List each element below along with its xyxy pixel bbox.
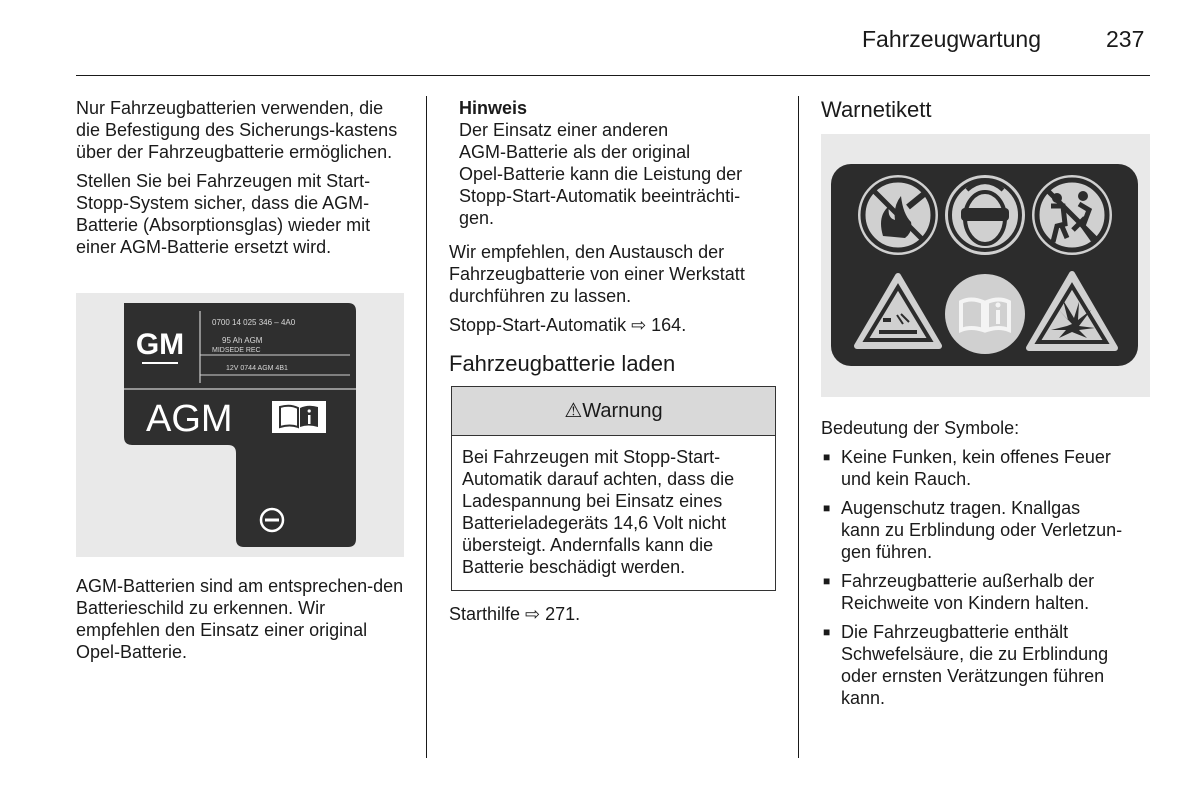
label-fine-print-3: MIDSEDE REC bbox=[212, 347, 261, 354]
reference-stopp-start[interactable]: Stopp-Start-Automatik ⇨ 164. bbox=[449, 315, 687, 335]
list-item bbox=[821, 497, 1150, 563]
note-line-4: Stopp-Start-Automatik beeinträchti- bbox=[459, 186, 741, 206]
list-item bbox=[821, 570, 1150, 614]
list-item-line: und kein Rauch. bbox=[841, 469, 972, 489]
eye-protection-icon bbox=[945, 175, 1025, 255]
list-item-line: Schwefelsäure, die zu Erblindung bbox=[841, 644, 1109, 664]
list-item bbox=[821, 621, 1150, 709]
warning-body bbox=[452, 436, 775, 578]
column-3 bbox=[821, 417, 1150, 716]
label-fine-print-1: 0700 14 025 346 – 4A0 bbox=[212, 318, 296, 327]
note-line-3: Opel-Batterie kann die Leistung der bbox=[459, 164, 743, 184]
section-heading-warnetikett: Warnetikett bbox=[821, 97, 932, 122]
gm-logo: GM bbox=[135, 328, 185, 361]
paragraph-fuse-box: Nur Fahrzeugbatterien verwenden, die die Befestigung des Sicherungs-kastens über der Fahrzeugbatterie ermöglichen. bbox=[76, 98, 398, 162]
warning-line-4: Batterieladegeräts 14,6 Volt nicht bbox=[462, 513, 727, 533]
warning-line-3: Ladespannung bei Einsatz eines bbox=[462, 491, 723, 511]
warning-box bbox=[451, 386, 776, 591]
reference-starthilfe[interactable]: Starthilfe ⇨ 271. bbox=[449, 604, 581, 624]
label-fine-print-4: 12V 0744 AGM 4B1 bbox=[226, 365, 288, 372]
warning-line-2: Automatik darauf achten, dass die bbox=[462, 469, 735, 489]
list-item-line: oder ernsten Verätzungen führen bbox=[841, 666, 1105, 686]
note-line-1: Der Einsatz einer anderen bbox=[459, 120, 669, 140]
list-item-line: gen führen. bbox=[841, 542, 933, 562]
list-item-line: Reichweite von Kindern halten. bbox=[841, 593, 1090, 613]
paragraph-line-3: durchführen zu lassen. bbox=[449, 286, 632, 306]
no-fire-icon bbox=[858, 175, 938, 255]
column-1-lower bbox=[76, 575, 406, 670]
list-item-line: ■ Augenschutz tragen. Knallgas bbox=[841, 498, 1081, 518]
list-item bbox=[821, 446, 1150, 490]
column-2-body bbox=[449, 241, 789, 336]
symbols-list bbox=[821, 446, 1150, 709]
note-line-2: AGM-Batterie als der original bbox=[459, 142, 691, 162]
column-2 bbox=[459, 97, 789, 229]
label-fine-print-2: 95 Ah AGM bbox=[222, 336, 263, 345]
page-number: 237 bbox=[1106, 26, 1145, 52]
list-item-line: kann zu Erblindung oder Verletzun- bbox=[841, 520, 1123, 540]
warning-line-1: Bei Fahrzeugen mit Stopp-Start- bbox=[462, 447, 721, 467]
paragraph-line-2: Fahrzeugbatterie von einer Werkstatt bbox=[449, 264, 745, 284]
symbols-intro: Bedeutung der Symbole: bbox=[821, 418, 1020, 438]
paragraph-agm-replacement: Stellen Sie bei Fahrzeugen mit Start-Stopp-System sicher, dass die AGM-Batterie (Absorptionsglas) wieder mit einer AGM-Batterie ersetzt wird. bbox=[76, 171, 371, 257]
warning-line-5: übersteigt. Andernfalls kann die bbox=[462, 535, 714, 555]
manual-book-icon bbox=[272, 401, 326, 433]
paragraph-agm-recognition: AGM-Batterien sind am entsprechen-den Batterieschild zu erkennen. Wir empfehlen den Einsatz einer original Opel-Batterie. bbox=[76, 576, 404, 662]
page-section-title: Fahrzeugwartung bbox=[862, 26, 1041, 52]
paragraph-line-1: Wir empfehlen, den Austausch der bbox=[449, 242, 725, 262]
header-rule bbox=[76, 75, 1150, 76]
column-1 bbox=[76, 97, 406, 265]
agm-text: AGM bbox=[146, 398, 233, 440]
read-manual-icon bbox=[945, 274, 1025, 354]
agm-battery-label bbox=[76, 293, 404, 557]
keep-children-away-icon bbox=[1032, 175, 1112, 255]
warning-label-image bbox=[821, 134, 1150, 397]
section-heading-charging: Fahrzeugbatterie laden bbox=[449, 351, 676, 376]
agm-label-image bbox=[76, 293, 404, 557]
list-item-line: ■ Fahrzeugbatterie außerhalb der bbox=[841, 571, 1095, 591]
warning-symbols-panel bbox=[821, 134, 1150, 397]
list-item-line: ■ Die Fahrzeugbatterie enthält bbox=[841, 622, 1069, 642]
list-item-line: kann. bbox=[841, 688, 886, 708]
note-line-5: gen. bbox=[459, 208, 495, 228]
warning-line-6: Batterie beschädigt werden. bbox=[462, 557, 686, 577]
warning-title: ⚠Warnung bbox=[452, 387, 775, 436]
column-divider-2 bbox=[798, 96, 799, 758]
note-title: Hinweis bbox=[459, 98, 528, 118]
list-item-line: ■ Keine Funken, kein offenes Feuer bbox=[841, 447, 1111, 467]
column-divider-1 bbox=[426, 96, 427, 758]
